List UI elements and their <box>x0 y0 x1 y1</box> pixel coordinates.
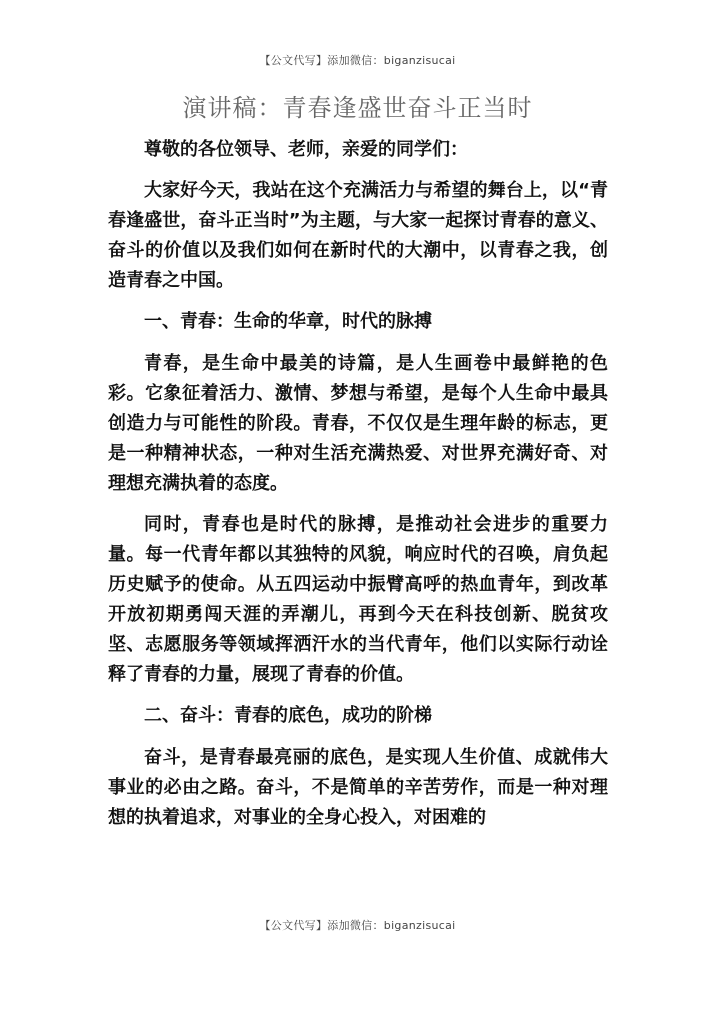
body-paragraph-1: 青春，是生命中最美的诗篇，是人生画卷中最鲜艳的色彩。它象征着活力、激情、梦想与希望，是每个人生命中最具创造力与可能性的阶段。青春，不仅仅是生理年龄的标志，更是一种精神状态，一种对生活充满热爱、对世界充满好奇、对理想充满执着的态度。 <box>108 353 608 494</box>
footer-note: 【公文代写】添加微信：biganzisucai <box>259 919 456 932</box>
greeting-paragraph: 尊敬的各位领导、老师，亲爱的同学们： <box>144 139 468 160</box>
section-heading-1: 一、青春：生命的华章，时代的脉搏 <box>144 311 432 332</box>
document-body <box>108 135 608 833</box>
header-note: 【公文代写】添加微信：biganzisucai <box>259 54 456 67</box>
body-paragraph-2: 同时，青春也是时代的脉搏，是推动社会进步的重要力量。每一代青年都以其独特的风貌，响应时代的召唤，肩负起历史赋予的使命。从五四运动中振臂高呼的热血青年，到改革开放初期勇闯天涯的弄潮儿，再到今天在科技创新、脱贫攻坚、志愿服务等领域挥洒汗水的当代青年，他们以实际行动诠释了青春的力量，展现了青春的价值。 <box>108 514 608 685</box>
intro-paragraph: 大家好今天，我站在这个充满活力与希望的舞台上，以“青春逢盛世，奋斗正当时”为主题，与大家一起探讨青春的意义、奋斗的价值以及我们如何在新时代的大潮中，以青春之我，创造青春之中国。 <box>108 180 608 291</box>
section-heading-2: 二、奋斗：青春的底色，成功的阶梯 <box>144 705 432 726</box>
body-paragraph-3: 奋斗，是青春最亮丽的底色，是实现人生价值、成就伟大事业的必由之路。奋斗，不是简单的辛苦劳作，而是一种对理想的执着追求，对事业的全身心投入，对困难的 <box>108 747 608 828</box>
document-title: 演讲稿：青春逢盛世奋斗正当时 <box>182 94 533 122</box>
